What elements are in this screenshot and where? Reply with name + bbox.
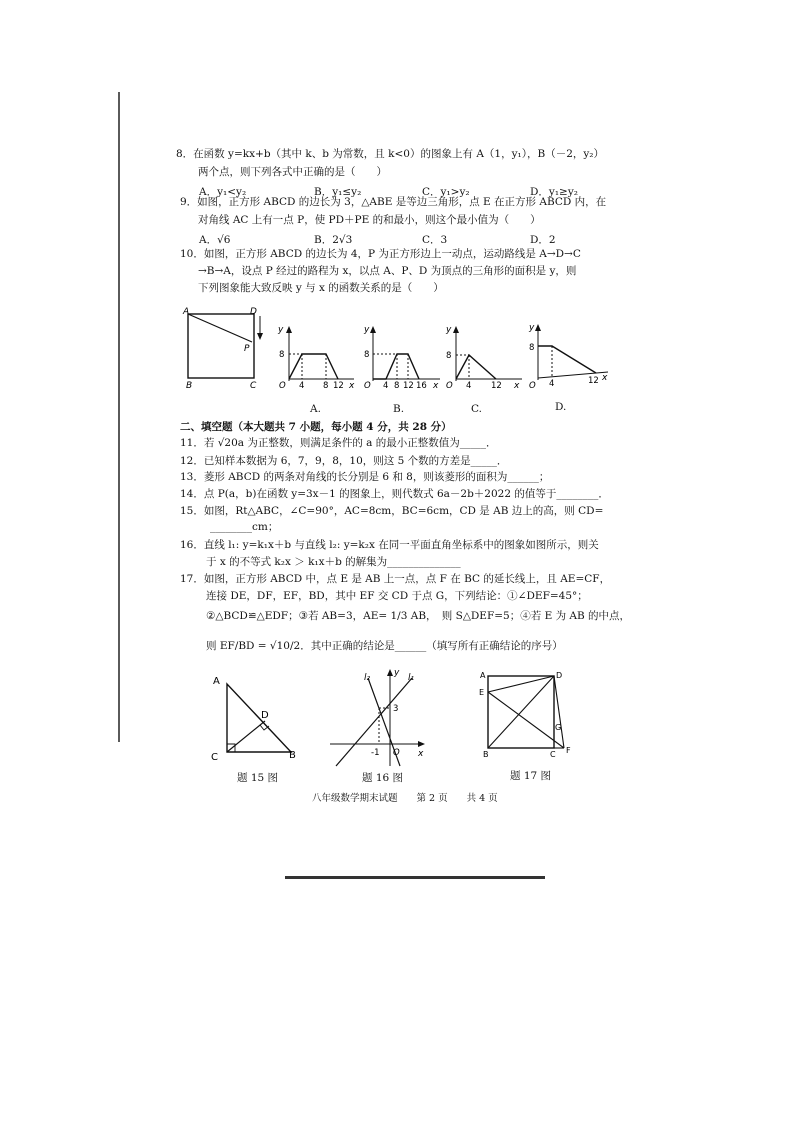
q10-label-p: P: [244, 344, 250, 354]
fig15: [205, 670, 305, 770]
graph-c-tick-4: 4: [466, 381, 472, 390]
q10-arrow-head: [257, 333, 263, 340]
q16-line2: 于 x 的不等式 k₂x ＞ k₁x＋b 的解集为______________: [206, 556, 461, 568]
q9-option-b: B．2√3: [314, 234, 353, 246]
q9-option-d: D．2: [530, 234, 556, 246]
q15-line1: 15．如图，Rt△ABC，∠C=90°，AC=8cm，BC=6cm，CD 是 AB 边上的高，则 CD=: [180, 505, 604, 517]
q10-graph-label-c: C.: [471, 403, 482, 415]
q17-line3: ②△BCD≌△EDF；③若 AB=3，AE= 1/3 AB， 则 S△DEF=5；④若 E 为 AB 的中点，: [206, 610, 631, 622]
fig17-label-f: F: [566, 746, 571, 755]
graph-b-y-arrow: [370, 326, 376, 333]
q17-line4: 则 EF/BD = √10/2．其中正确的结论是______（填写所有正确结论的序号）: [206, 640, 563, 652]
fig16-origin: O: [393, 748, 400, 758]
graph-d-y-arrow: [535, 324, 541, 331]
fig16-tick-3: 3: [393, 704, 399, 714]
fig16-tick-neg1: -1: [371, 748, 380, 758]
graph-b-tick-4: 4: [383, 381, 389, 390]
graph-c-origin: O: [446, 381, 453, 390]
graph-a-line: [289, 354, 338, 379]
fig16-label-l2: l₂: [364, 673, 371, 683]
fig15-caption: 题 15 图: [237, 772, 279, 784]
q15-line2: ________cm；: [210, 521, 279, 533]
q10-label-a: A: [183, 307, 190, 317]
q10-graph-c: [444, 324, 526, 390]
graph-d-tick-4: 4: [549, 379, 555, 389]
q10-graph-label-b: B.: [393, 403, 405, 415]
q10-graph-b: [362, 324, 444, 390]
graph-c-y-label: y: [446, 325, 452, 335]
fig17-label-g: G: [555, 723, 562, 732]
graph-a-x-label: x: [349, 381, 355, 390]
fig17-label-e: E: [479, 688, 485, 697]
fig16: [326, 666, 430, 770]
graph-c-tick-y8: 8: [446, 351, 452, 361]
q16-line1: 16．直线 l₁: y=k₁x＋b 与直线 l₂: y=k₂x 在同一平面直角坐标系中的图象如图所示，则关: [180, 539, 599, 551]
fig15-label-b: B: [289, 750, 296, 761]
graph-c-x-label: x: [514, 381, 520, 390]
fig16-y-arrow: [387, 669, 393, 676]
q9-line2: 对角线 AC 上有一点 P，使 PD＋PE 的和最小，则这个最小值为（ ）: [198, 214, 541, 226]
graph-b-y-label: y: [364, 325, 370, 335]
q17-line2: 连接 DE，DF，EF，BD，其中 EF 交 CD 于点 G，下列结论：①∠DEF=45°；: [206, 590, 588, 602]
graph-a-tick-12: 12: [333, 381, 344, 390]
q10-label-b: B: [186, 381, 193, 391]
fig17-segment-bd: [488, 676, 554, 748]
q8-line1: 8．在函数 y=kx+b（其中 k、b 为常数，且 k<0）的图象上有 A（1，y₁），B（－2，y₂）: [176, 148, 605, 160]
q10-label-c: C: [250, 381, 257, 391]
graph-b-tick-y8: 8: [364, 350, 370, 360]
graph-d-x-label: x: [602, 373, 608, 383]
graph-b-x-label: x: [433, 381, 439, 390]
q10-graph-d: [528, 322, 612, 390]
fig17-label-b: B: [483, 750, 489, 758]
graph-a-tick-y8: 8: [279, 350, 285, 360]
q13: 13．菱形 ABCD 的两条对角线的长分别是 6 和 8，则该菱形的面积为______；: [180, 471, 550, 483]
scan-bottom-line: [285, 876, 545, 879]
fig15-label-d: D: [261, 710, 269, 721]
fig15-right-angle-d: [260, 725, 269, 730]
q8-option-c: C．y₁>y₂: [422, 186, 470, 198]
graph-a-y-label: y: [278, 325, 284, 335]
graph-a-tick-4: 4: [299, 381, 305, 390]
q10-segment-ap: [188, 314, 252, 342]
graph-d-y-label: y: [529, 323, 535, 333]
page-footer: 八年级数学期末试题 第 2 页 共 4 页: [312, 793, 498, 804]
graph-a-origin: O: [279, 381, 286, 390]
graph-a-y-arrow: [286, 326, 292, 333]
fig15-label-a: A: [213, 676, 220, 687]
graph-b-tick-8: 8: [394, 381, 400, 390]
q10-graph-a: [276, 324, 358, 390]
fig17-segment-ef: [488, 692, 564, 748]
q14: 14．点 P(a，b)在函数 y=3x－1 的图象上，则代数式 6a－2b＋2022 的值等于________．: [180, 488, 609, 500]
q10-graph-label-a: A.: [310, 403, 321, 415]
q10-line3: 下列图象能大致反映 y 与 x 的函数关系的是（ ）: [198, 282, 444, 294]
section2-heading: 二、填空题（本大题共 7 小题，每小题 4 分，共 28 分）: [180, 421, 452, 433]
fig16-x-arrow: [418, 741, 425, 747]
graph-c-y-arrow: [453, 326, 459, 333]
q10-graph-label-d: D.: [555, 401, 567, 413]
graph-b-tick-16: 16: [416, 381, 427, 390]
graph-d-tick-12: 12: [588, 376, 599, 386]
q9-option-a: A．√6: [199, 234, 231, 246]
fig15-label-c: C: [211, 752, 218, 763]
q17-line1: 17．如图，正方形 ABCD 中，点 E 是 AB 上一点，点 F 在 BC 的延长线上，且 AE=CF，: [180, 573, 611, 585]
fig17-caption: 题 17 图: [510, 770, 552, 782]
graph-c-tick-12: 12: [491, 381, 502, 390]
graph-d-origin: O: [529, 381, 536, 390]
fig16-label-x: x: [418, 749, 424, 759]
graph-d-tick-y8: 8: [529, 343, 535, 353]
graph-c-line: [456, 355, 496, 379]
fig17-label-c: C: [550, 750, 556, 758]
graph-b-origin: O: [364, 381, 371, 390]
q9-option-c: C．3: [422, 234, 448, 246]
q10-label-d: D: [250, 307, 257, 317]
scan-margin-line: [118, 92, 120, 742]
q11: 11．若 √20a 为正整数，则满足条件的 a 的最小正整数值为_____．: [180, 437, 497, 449]
q8-line2: 两个点，则下列各式中正确的是（ ）: [198, 166, 387, 178]
q12: 12．已知样本数据为 6，7，9，8，10，则这 5 个数的方差是_____．: [180, 455, 508, 467]
graph-d-line: [538, 346, 596, 373]
graph-b-tick-12: 12: [403, 381, 414, 390]
fig17-label-d: D: [556, 671, 563, 680]
fig15-altitude-cd: [227, 721, 265, 752]
fig17: [476, 668, 582, 758]
fig16-label-l1: l₁: [408, 673, 415, 683]
fig16-label-y: y: [394, 668, 400, 678]
q8-option-a: A．y₁<y₂: [199, 186, 247, 198]
q8-option-d: D．y₁≥y₂: [530, 186, 578, 198]
fig17-label-a: A: [480, 671, 486, 680]
q10-square-figure: [180, 304, 270, 394]
q8-option-b: B．y₁≤y₂: [314, 186, 362, 198]
fig16-caption: 题 16 图: [362, 772, 404, 784]
q10-line1: 10．如图，正方形 ABCD 的边长为 4，P 为正方形边上一动点，运动路线是 A→D→C: [180, 248, 581, 260]
graph-a-tick-8: 8: [323, 381, 329, 390]
fig17-segment-de: [488, 676, 554, 692]
fig15-triangle: [227, 684, 291, 752]
graph-b-line: [373, 354, 419, 379]
q9-line1: 9．如图，正方形 ABCD 的边长为 3，△ABE 是等边三角形，点 E 在正方形 ABCD 内，在: [180, 196, 607, 208]
q10-line2: →B→A，设点 P 经过的路程为 x，以点 A、P、D 为顶点的三角形的面积是 y，则: [198, 265, 577, 277]
fig17-segment-df: [554, 676, 564, 748]
